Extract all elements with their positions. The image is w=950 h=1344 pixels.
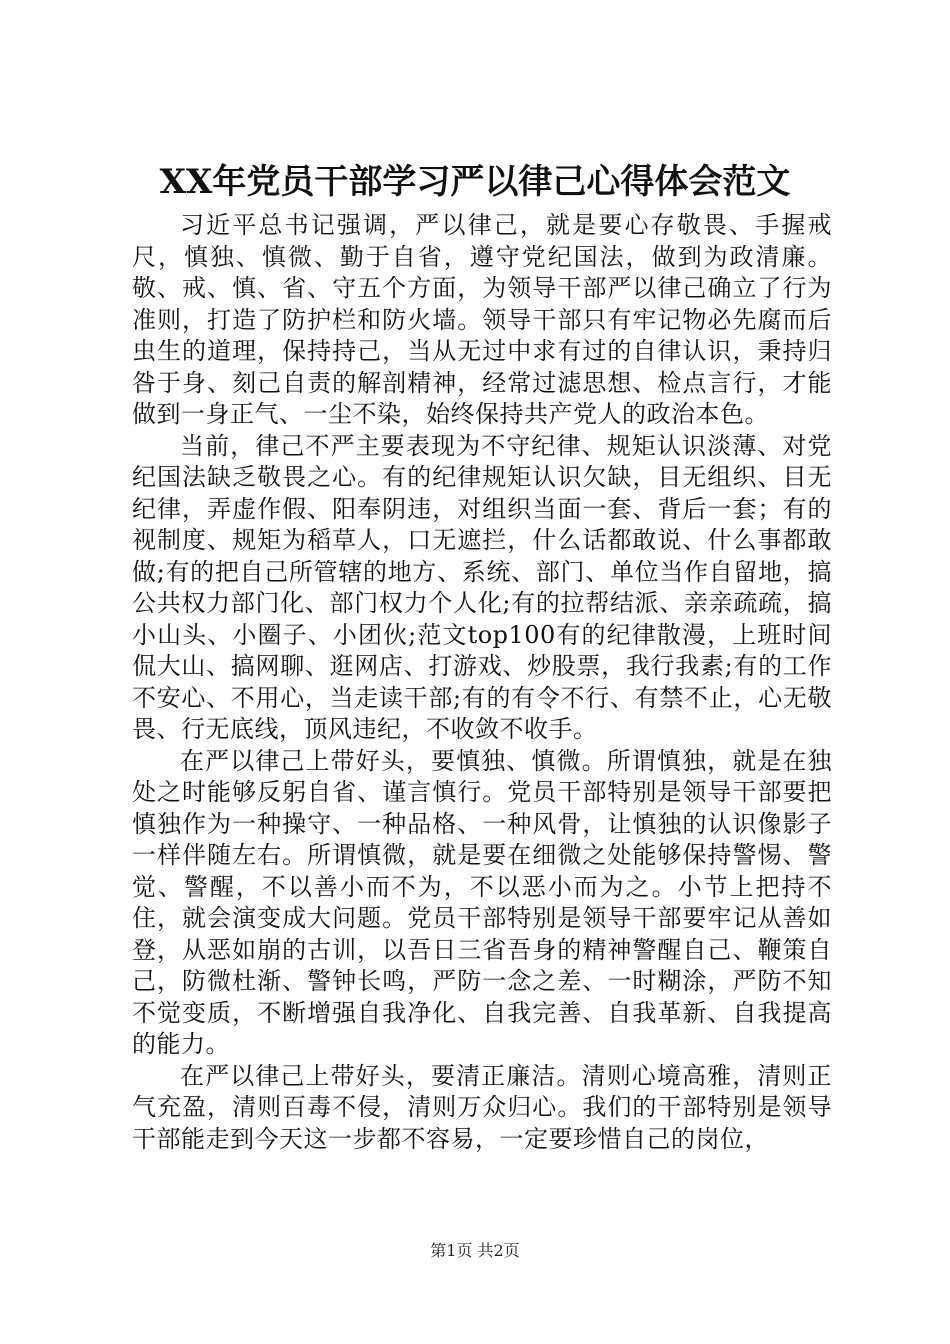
page-title: XX年党员干部学习严以律己心得体会范文 (159, 162, 791, 202)
paragraph-2: 当前，律己不严主要表现为不守纪律、规矩认识淡薄、对党纪国法缺乏敬畏之心。有的纪律规矩认识欠缺，目无组织、目无纪律，弄虚作假、阳奉阴违，对组织当面一套、背后一套；有的视制度、规矩为稻草人，口无遮拦，什么话都敢说、什么事都敢做;有的把自己所管辖的地方、系统、部门、单位当作自留地，搞公共权力部门化、部门权力个人化;有的拉帮结派、亲亲疏疏，搞小山头、小圈子、小团伙;范文top100有的纪律散漫，上班时间侃大山、搞网聊、逛网店、打游戏、炒股票，我行我素;有的工作不安心、不用心，当走读干部;有的有令不行、有禁不止，心无敬畏、行无底线，顶风违纪，不收敛不收手。 (132, 431, 832, 743)
page-number: 第1页 共2页 (430, 1241, 520, 1260)
paragraph-3: 在严以律己上带好头，要慎独、慎微。所谓慎独，就是在独处之时能够反躬自省、谨言慎行。党员干部特别是领导干部要把慎独作为一种操守、一种品格、一种风骨，让慎独的认识像影子一样伴随左右。所谓慎微，就是要在细微之处能够保持警惕、警觉、警醒，不以善小而不为，不以恶小而为之。小节上把持不住，就会演变成大问题。党员干部特别是领导干部要牢记从善如登，从恶如崩的古训，以吾日三省吾身的精神警醒自己、鞭策自己，防微杜渐、警钟长鸣，严防一念之差、一时糊涂，严防不知不觉变质，不断增强自我净化、自我完善、自我革新、自我提高的能力。 (132, 746, 832, 1058)
paragraph-1: 习近平总书记强调，严以律己，就是要心存敬畏、手握戒尺，慎独、慎微、勤于自省，遵守党纪国法，做到为政清廉。敬、戒、慎、省、守五个方面，为领导干部严以律己确立了行为准则，打造了防护栏和防火墙。领导干部只有牢记物必先腐而后虫生的道理，保持持己，当从无过中求有过的自律认识，秉持归咎于身、刻己自责的解剖精神，经常过滤思想、检点言行，才能做到一身正气、一尘不染，始终保持共产党人的政治本色。 (132, 211, 832, 428)
paragraph-4: 在严以律己上带好头，要清正廉洁。清则心境高雅，清则正气充盈，清则百毒不侵，清则万众归心。我们的干部特别是领导干部能走到今天这一步都不容易，一定要珍惜自己的岗位， (132, 1061, 832, 1153)
document-body (132, 210, 832, 1155)
